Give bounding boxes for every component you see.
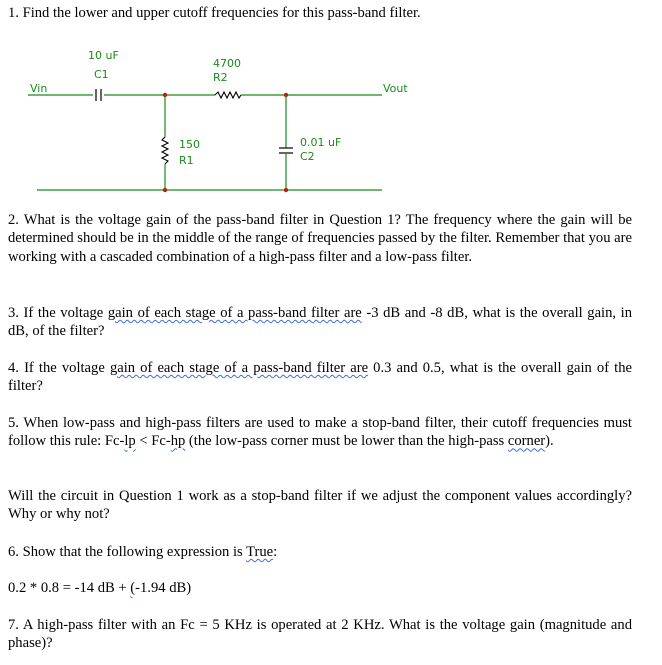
question-6-expression [8, 579, 632, 597]
question-5-followup: Will the circuit in Question 1 work as a stop-band filter if we adjust the component values accordingly? Why or why not? [8, 488, 632, 523]
expr-text-b: -1.94 dB) [135, 580, 192, 596]
question-3 [8, 304, 632, 341]
capacitor-c1 [96, 89, 101, 101]
resistor-r1 [162, 137, 168, 164]
capacitor-c2 [279, 148, 293, 153]
c1-name-label: C1 [94, 68, 109, 81]
q4-text-a: 4. If the voltage [8, 360, 110, 376]
question-5 [8, 414, 632, 451]
q5-spell-flag-lp: lp [124, 433, 136, 450]
r1-name-label: R1 [179, 154, 194, 167]
q4-grammar-flag: gain of each stage of a pass-band filter are [109, 360, 369, 376]
q6-text-a: 6. Show that the following expression is [8, 544, 247, 560]
q3-text-c: -3 dB and -8 dB, what is the overall gain, in dB, of the filter? [8, 305, 632, 340]
c2-value-label: 0.01 uF [300, 136, 342, 149]
q6-spell-flag-true: True [246, 544, 274, 560]
q3-grammar-flag: gain of each stage of a pass-band filter are [107, 305, 362, 321]
question-2: 2. What is the voltage gain of the pass-band filter in Question 1? The frequency where the gain will be determined should be in the middle of the range of frequencies passed by the filter. Remember that you are working with a cascaded combination of a high-pass filter and a low-pass filter. [8, 212, 632, 265]
vin-label: Vin [30, 82, 48, 95]
question-1: 1. Find the lower and upper cutoff frequencies for this pass-band filter. [8, 5, 421, 21]
vout-label: Vout [383, 82, 408, 95]
q5-text-b: < Fc- [135, 433, 171, 450]
r2-value-label: 4700 [213, 57, 241, 70]
q5-spell-flag-corner: corner [507, 433, 546, 450]
resistor-r2 [215, 92, 241, 98]
q4-text-c: 0.3 and 0.5, what is the overall gain of the filter? [8, 360, 633, 395]
c2-name-label: C2 [300, 150, 315, 163]
question-6 [8, 543, 632, 561]
q5-text-d: ). [545, 433, 554, 450]
expr-grammar-flag: ( [130, 580, 136, 596]
q6-text-b: : [273, 544, 278, 560]
c1-value-label: 10 uF [88, 49, 119, 62]
expr-text-a: 0.2 * 0.8 = -14 dB + [8, 580, 131, 596]
q5-text-a: 5. When low-pass and high-pass filters are used to make a stop-band filter, their cutoff frequencies must follow this rule: Fc- [8, 415, 632, 450]
q5-spell-flag-hp: hp [170, 433, 186, 450]
pass-band-filter-schematic [0, 40, 420, 200]
q3-text-a: 3. If the voltage [8, 305, 108, 321]
r1-value-label: 150 [179, 138, 200, 151]
q5-text-c: (the low-pass corner must be lower than the high-pass [185, 433, 508, 450]
question-7: 7. A high-pass filter with an Fc = 5 KHz is operated at 2 KHz. What is the voltage gain (magnitude and phase)? [8, 617, 632, 652]
r2-name-label: R2 [213, 71, 228, 84]
question-4 [8, 359, 632, 396]
